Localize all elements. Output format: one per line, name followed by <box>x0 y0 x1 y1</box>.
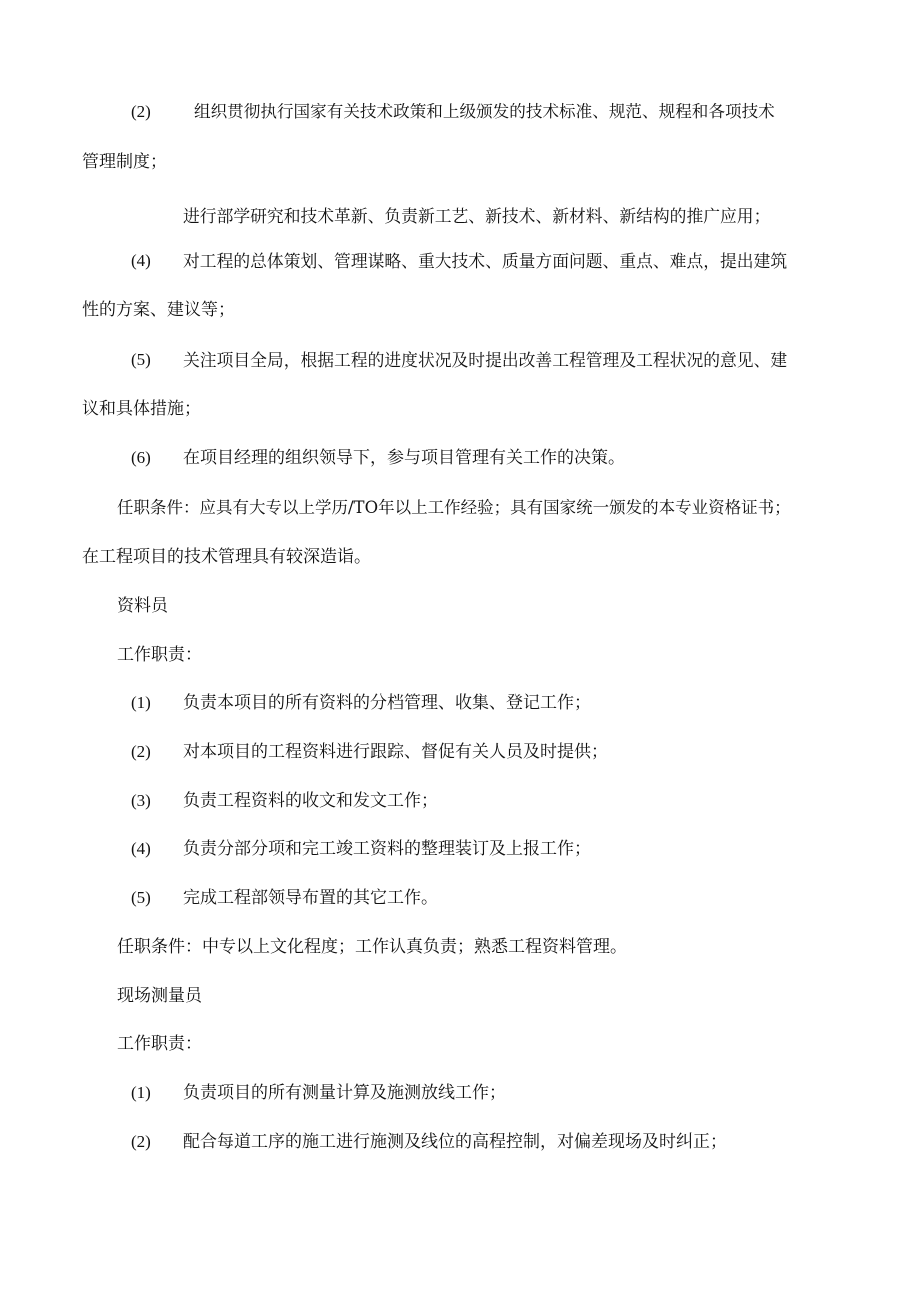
list-item-text: 负责本项目的所有资料的分档管理、收集、登记工作； <box>183 693 591 713</box>
list-number: (6) <box>131 448 151 467</box>
list-number: (5) <box>131 888 151 907</box>
list-number: (2) <box>131 1132 151 1151</box>
list-item-text: 对本项目的工程资料进行跟踪、督促有关人员及时提供； <box>183 742 608 762</box>
paragraph-line: 进行部学研究和技术革新、负责新工艺、新技术、新材料、新结构的推广应用； <box>183 206 771 226</box>
paragraph-line: 在项目经理的组织领导下，参与项目管理有关工作的决策。 <box>183 448 625 468</box>
paragraph-line: 议和具体措施； <box>82 399 201 419</box>
paragraph-line: 管理制度； <box>82 152 167 172</box>
qualification-line: 在工程项目的技术管理具有较深造诣。 <box>82 547 371 567</box>
paragraph-line: 关注项目全局，根据工程的进度状况及时提出改善工程管理及工程状况的意见、建 <box>183 350 788 370</box>
list-item-text: 负责项目的所有测量计算及施测放线工作； <box>183 1083 506 1103</box>
list-item-text: 负责分部分项和完工竣工资料的整理装订及上报工作； <box>183 839 591 859</box>
list-number: (1) <box>131 693 151 712</box>
paragraph-line: 对工程的总体策划、管理谋略、重大技术、质量方面问题、重点、难点，提出建筑 <box>183 251 788 271</box>
list-number: (2) <box>131 742 151 761</box>
list-number: (1) <box>131 1083 151 1102</box>
list-number: (2) <box>131 102 151 121</box>
list-item-text: 负责工程资料的收文和发文工作； <box>183 791 438 811</box>
section-title: 资料员 <box>117 596 168 616</box>
list-number: (4) <box>131 251 151 270</box>
paragraph-line: 性的方案、建议等； <box>82 300 235 320</box>
list-number: (5) <box>131 350 151 369</box>
list-number: (3) <box>131 791 151 810</box>
list-item-text: 完成工程部领导布置的其它工作。 <box>183 888 438 908</box>
section-title: 现场测量员 <box>117 986 202 1006</box>
list-number: (4) <box>131 839 151 858</box>
qualification-line: 任职条件：中专以上文化程度；工作认真负责；熟悉工程资料管理。 <box>117 937 627 957</box>
duties-heading: 工作职责： <box>117 645 202 665</box>
qualification-line: 任职条件：应具有大专以上学历/TO年以上工作经验；具有国家统一颁发的本专业资格证书； <box>117 498 791 517</box>
duties-heading: 工作职责： <box>117 1034 202 1054</box>
list-item-text: 配合每道工序的施工进行施测及线位的高程控制，对偏差现场及时纠正； <box>183 1132 727 1152</box>
paragraph-line: 组织贯彻执行国家有关技术政策和上级颁发的技术标准、规范、规程和各项技术 <box>194 102 775 121</box>
